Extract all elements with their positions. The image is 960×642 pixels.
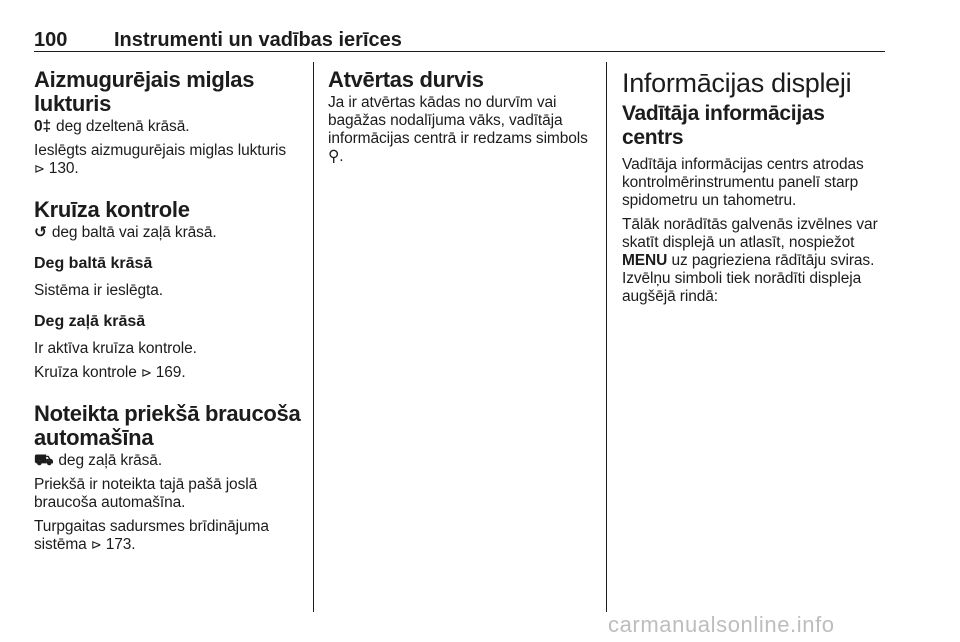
vehicle-status: ⛟ deg zaļā krāsā. <box>34 452 163 469</box>
rear-fog-light-icon: 0‡ <box>34 118 52 135</box>
section-heading-vehicle-ahead: Noteikta priekšā braucoša automašīna <box>34 401 301 450</box>
green-desc: Ir aktīva kruīza kontrole. <box>34 340 197 357</box>
column-divider-1 <box>313 62 314 612</box>
vehicle-ahead-icon: ⛟ <box>34 452 54 469</box>
page-ref-link[interactable]: 169. <box>155 364 186 381</box>
page-ref-link[interactable]: 173. <box>105 536 136 553</box>
rear-fog-desc: Ieslēgts aizmugurējais miglas lukturis ⊳ 130. <box>34 142 287 177</box>
watermark: carmanualsonline.info <box>608 612 835 637</box>
dic-menu-desc: Tālāk norādītās galvenās izvēlnes var skatīt displejā un atlasīt, nospiežot MENU uz pagrieziena rādītāju sviras. Izvēlņu simboli tiek norādīti displeja augšējā rindā: <box>622 216 878 305</box>
column-left <box>34 68 306 560</box>
cruise-status: ↺ deg baltā vai zaļā krāsā. <box>34 224 217 241</box>
subheading-green: Deg zaļā krāsā <box>34 313 146 330</box>
dic-desc: Vadītāja informācijas centrs atrodas kontrolmērinstrumentu panelī starp spidometru un tahometru. <box>622 156 864 209</box>
section-heading-open-doors: Atvērtas durvis <box>328 67 484 92</box>
vehicle-desc: Priekšā ir noteikta tajā pašā joslā braucoša automašīna. <box>34 476 258 511</box>
white-desc: Sistēma ir ieslēgta. <box>34 282 163 299</box>
column-right <box>622 68 890 312</box>
menu-key-label: MENU <box>622 252 668 269</box>
page-title: Instrumenti un vadības ierīces <box>114 29 402 51</box>
page-ref-arrow-icon: ⊳ <box>140 365 152 380</box>
section-heading-cruise: Kruīza kontrole <box>34 197 190 222</box>
cruise-ref: Kruīza kontrole ⊳ 169. <box>34 364 186 381</box>
page-ref-link[interactable]: 130. <box>48 160 79 177</box>
page-ref-arrow-icon: ⊳ <box>34 161 45 176</box>
cruise-control-icon: ↺ <box>34 224 47 241</box>
page-number: 100 <box>34 29 68 51</box>
vehicle-ref: Turpgaitas sadursmes brīdinājuma sistēma ⊳ 173. <box>34 518 269 553</box>
column-divider-2 <box>606 62 607 612</box>
open-doors-desc: Ja ir atvērtas kādas no durvīm vai bagāžas nodalījuma vāks, vadītāja informācijas centrā ir redzams simbols ⚲. <box>328 94 588 165</box>
subheading-driver-info-centre: Vadītāja informācijas centrs <box>622 102 825 149</box>
page-ref-arrow-icon: ⊳ <box>90 537 102 552</box>
section-heading-info-displays: Informācijas displeji <box>622 68 852 98</box>
page-header <box>34 29 885 52</box>
open-door-icon: ⚲ <box>328 148 340 165</box>
column-middle <box>328 68 590 172</box>
section-heading-rear-fog: Aizmugurējais miglas lukturis <box>34 67 255 116</box>
subheading-white: Deg baltā krāsā <box>34 255 153 272</box>
rear-fog-status: 0‡ deg dzeltenā krāsā. <box>34 118 190 135</box>
